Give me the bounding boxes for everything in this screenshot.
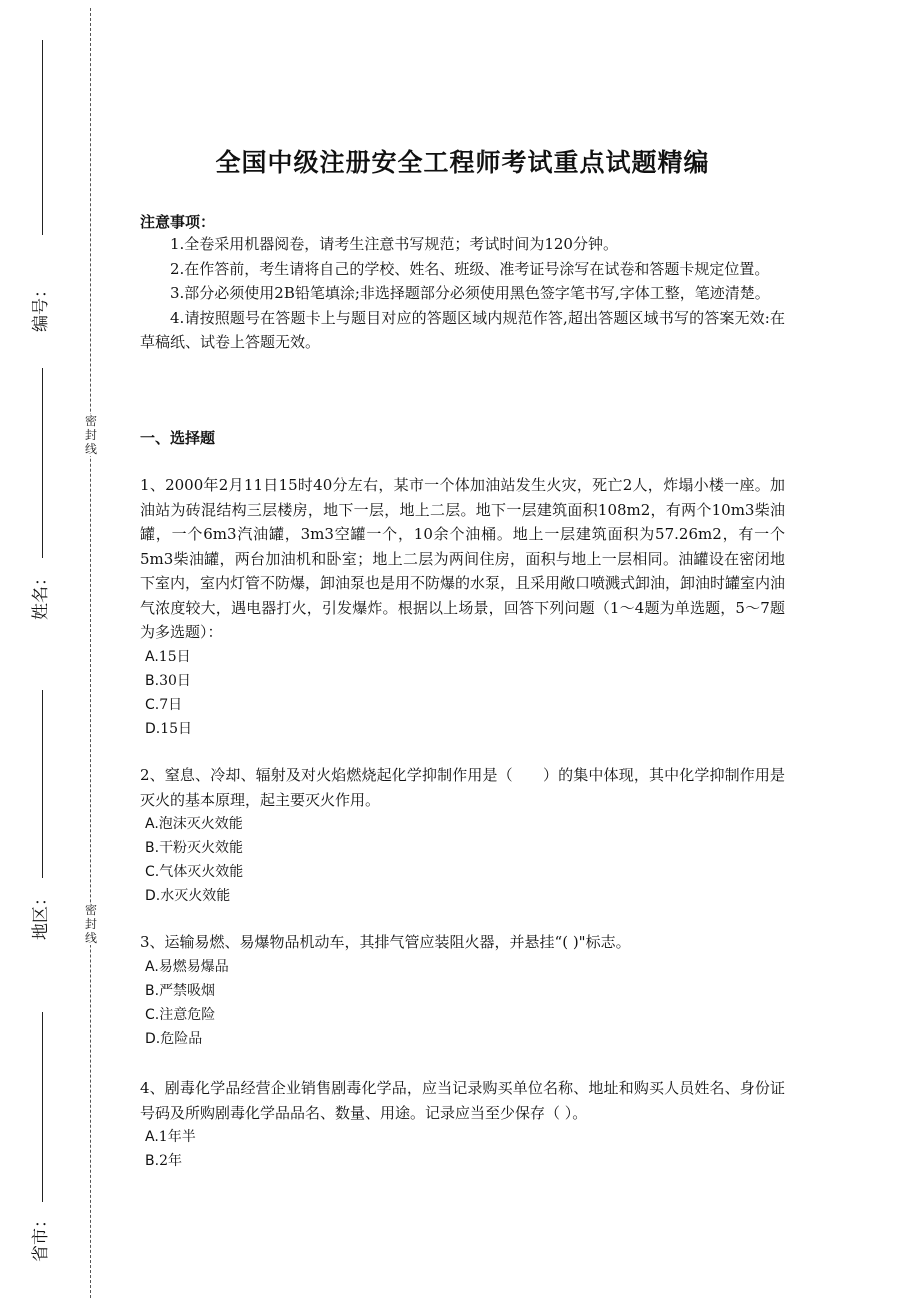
field-province [20, 1012, 64, 1272]
option-d: D.危险品 [145, 1030, 203, 1047]
seal-mark-lower [83, 903, 99, 945]
option-b: B.2年 [145, 1153, 182, 1169]
option-c: C.注意危险 [145, 1006, 216, 1023]
question-stem: 4、剧毒化学品经营企业销售剧毒化学品，应当记录购买单位名称、地址和购买人员姓名、身份证号码及所购剧毒化学品品名、数量、用途。记录应当至少保存（ ）。 [140, 1079, 785, 1122]
note-item: 3.部分必须使用2B铅笔填涂;非选择题部分必须使用黑色签字笔书写,字体工整，笔迹清楚。 [170, 284, 770, 302]
field-region-label: 地区： [31, 889, 51, 940]
note-item: 1.全卷采用机器阅卷，请考生注意书写规范；考试时间为120分钟。 [170, 235, 618, 253]
seal-char: 封 [84, 428, 97, 442]
seal-char: 线 [84, 931, 97, 945]
binding-margin [0, 0, 110, 1302]
field-name-label: 姓名： [31, 569, 51, 620]
seal-mark-upper [83, 414, 99, 456]
field-number [20, 40, 64, 332]
section-title: 一、选择题 [140, 429, 216, 447]
seal-char: 密 [84, 903, 97, 917]
question-stem: 2、窒息、冷却、辐射及对火焰燃烧起化学抑制作用是（ ）的集中体现，其中化学抑制作用是灭火的基本原理，起主要灭火作用。 [140, 766, 785, 809]
seal-char: 封 [84, 917, 97, 931]
field-region [20, 690, 64, 950]
option-a: A.易燃易爆品 [145, 958, 229, 975]
field-region-underline [42, 690, 43, 878]
field-number-underline [42, 40, 43, 235]
option-b: B.干粉灭火效能 [145, 840, 244, 856]
notes-heading: 注意事项： [140, 213, 216, 231]
option-c: C.气体灭火效能 [145, 864, 244, 880]
seal-dashed-line [90, 8, 91, 1298]
option-a: A.15日 [145, 648, 191, 665]
field-province-underline [42, 1012, 43, 1202]
question-4 [140, 1076, 785, 1173]
option-d: D.水灭火效能 [145, 888, 231, 904]
option-a: A.1年半 [145, 1129, 196, 1145]
question-3 [140, 930, 785, 1051]
option-c: C.7日 [145, 696, 183, 713]
field-province-label: 省市： [31, 1211, 51, 1262]
page-title: 全国中级注册安全工程师考试重点试题精编 [215, 148, 710, 177]
notes-list [140, 232, 785, 355]
option-b: B.30日 [145, 672, 191, 689]
question-stem: 1、2000年2月11日15时40分左右，某市一个体加油站发生火灾，死亡2人，炸塌小楼一座。加油站为砖混结构三层楼房，地下一层，地上二层。地下一层建筑面积108m2，有两个10m3柴油罐，一个6m3汽油罐，3m3空罐一个，10余个油桶。地上一层建筑面积为57.26m2，有一个5m3柴油罐，两台加油机和卧室；地上二层为两间住房，面积与地上一层相同。油罐设在密闭地下室内，室内灯管不防爆，卸油泵也是用不防爆的水泵，且采用敞口喷溅式卸油，卸油时罐室内油气浓度较大，遇电器打火，引发爆炸。根据以上场景，回答下列问题（1～4题为单选题，5～7题为多选题）： [140, 476, 786, 641]
field-name-underline [42, 368, 43, 558]
note-item: 4.请按照题号在答题卡上与题目对应的答题区域内规范作答,超出答题区域书写的答案无效:在草稿纸、试卷上答题无效。 [140, 308, 785, 351]
note-item: 2.在作答前，考生请将自己的学校、姓名、班级、准考证号涂写在试卷和答题卡规定位置。 [170, 259, 770, 278]
field-number-label: 编号： [31, 281, 51, 332]
question-stem: 3、运输易燃、易爆物品机动车，其排气管应装阻火器，并悬挂“( )"标志。 [140, 933, 631, 951]
question-1 [140, 473, 785, 741]
field-name [20, 368, 64, 628]
seal-char: 线 [84, 442, 97, 456]
option-d: D.15日 [145, 720, 193, 737]
seal-char: 密 [84, 414, 97, 428]
question-2 [140, 763, 785, 908]
option-a: A.泡沫灭火效能 [145, 816, 243, 832]
option-b: B.严禁吸烟 [145, 982, 216, 999]
